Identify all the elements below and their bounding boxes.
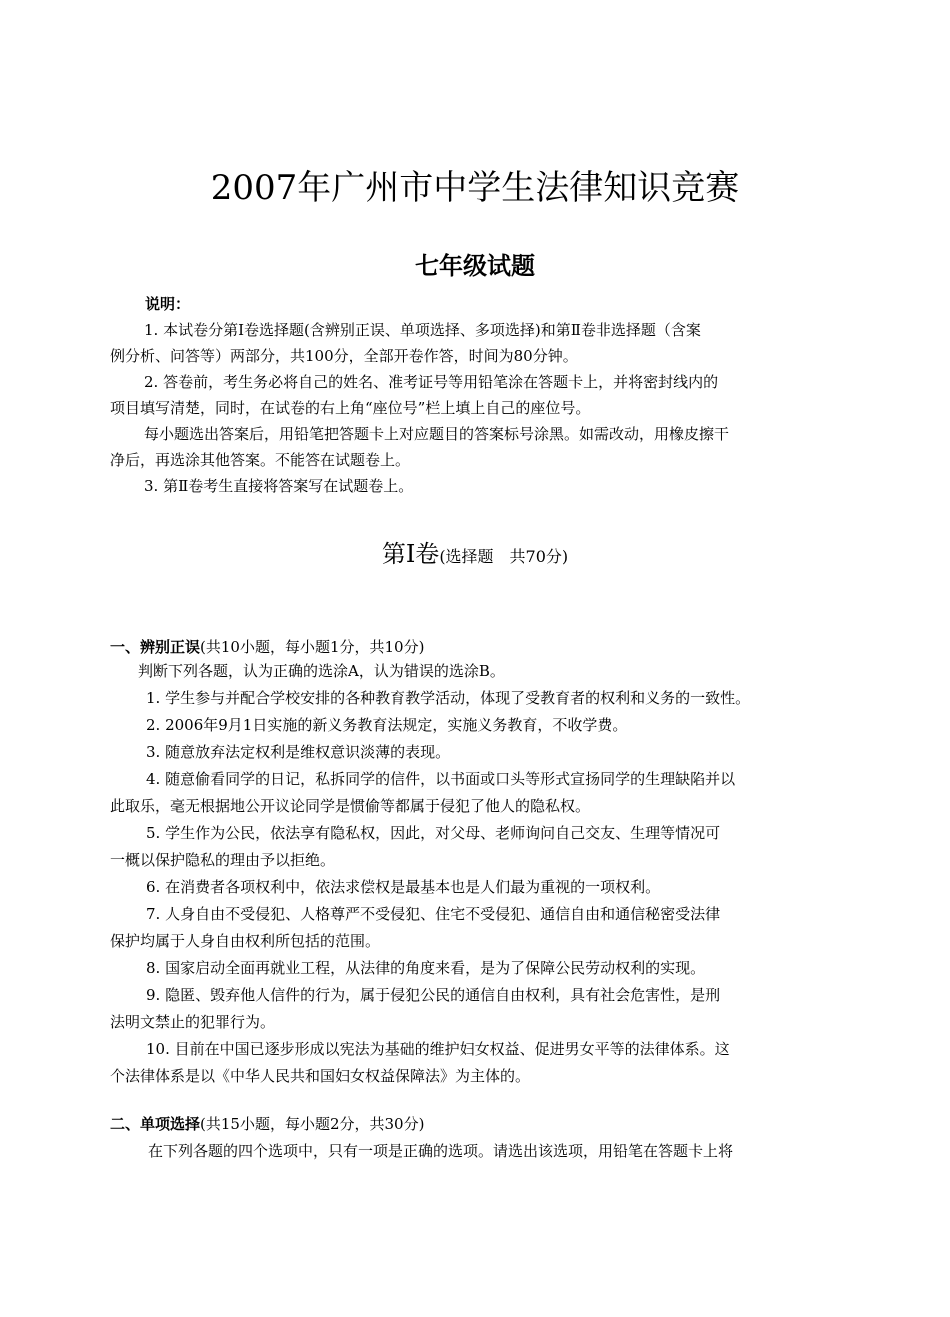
question-line: 9. 隐匿、毁弃他人信件的行为，属于侵犯公民的通信自由权利，具有社会危害性，是刑 <box>146 986 721 1004</box>
notes-line: 净后，再选涂其他答案。不能答在试题卷上。 <box>110 451 411 469</box>
question-line: 个法律体系是以《中华人民共和国妇女权益保障法》为主体的。 <box>110 1067 531 1085</box>
section-one-instruction: 判断下列各题，认为正确的选涂A，认为错误的选涂B。 <box>138 662 505 680</box>
question-line: 2. 2006年9月1日实施的新义务教育法规定，实施义务教育，不收学费。 <box>146 716 628 734</box>
section-two-body <box>110 1138 870 1165</box>
section-two-info: (共15小题，每小题2分，共30分) <box>200 1115 425 1133</box>
part-one-title-main: 第Ⅰ卷 <box>381 540 440 568</box>
question-line: 5. 学生作为公民，依法享有隐私权，因此，对父母、老师询问自己交友、生理等情况可 <box>146 824 721 842</box>
page-subtitle: 七年级试题 <box>415 252 535 280</box>
section-two-label: 二、单项选择 <box>110 1115 201 1133</box>
notes-line: 每小题选出答案后，用铅笔把答题卡上对应题目的答案标号涂黑。如需改动，用橡皮擦干 <box>144 425 730 443</box>
notes-line: 例分析、问答等）两部分，共100分，全部开卷作答，时间为80分钟。 <box>110 347 578 365</box>
section-two-heading <box>110 1113 424 1134</box>
question-line: 3. 随意放弃法定权利是维权意识淡薄的表现。 <box>146 743 451 761</box>
section-one-info: (共10小题，每小题1分，共10分) <box>200 638 425 656</box>
notes-block <box>110 317 850 499</box>
question-line: 一概以保护隐私的理由予以拒绝。 <box>110 851 336 869</box>
question-line: 10. 目前在中国已逐步形成以宪法为基础的维护妇女权益、促进男女平等的法律体系。这 <box>146 1040 730 1058</box>
section-one-heading <box>110 636 424 657</box>
question-line: 4. 随意偷看同学的日记，私拆同学的信件，以书面或口头等形式宣扬同学的生理缺陷并以 <box>146 770 736 788</box>
question-line: 7. 人身自由不受侵犯、人格尊严不受侵犯、住宅不受侵犯、通信自由和通信秘密受法律 <box>146 905 721 923</box>
question-line: 法明文禁止的犯罪行为。 <box>110 1013 276 1031</box>
question-line: 保护均属于人身自由权利所包括的范围。 <box>110 932 381 950</box>
part-one-title <box>0 534 950 569</box>
question-line: 此取乐，毫无根据地公开议论同学是惯偷等都属于侵犯了他人的隐私权。 <box>110 797 591 815</box>
page-title: 2007年广州市中学生法律知识竞赛 <box>210 168 740 208</box>
question-line: 1. 学生参与并配合学校安排的各种教育教学活动，体现了受教育者的权利和义务的一致性。 <box>146 689 751 707</box>
notes-line: 2. 答卷前，考生务必将自己的姓名、准考证号等用铅笔涂在答题卡上，并将密封线内的 <box>144 373 719 391</box>
notes-line: 3. 第Ⅱ卷考生直接将答案写在试题卷上。 <box>144 477 414 495</box>
question-line: 8. 国家启动全面再就业工程，从法律的角度来看，是为了保障公民劳动权利的实现。 <box>146 959 706 977</box>
notes-line: 项目填写清楚，同时，在试卷的右上角“座位号”栏上填上自己的座位号。 <box>110 399 591 417</box>
part-one-title-sub: (选择题 共70分) <box>439 547 569 566</box>
section-one-questions <box>110 658 870 1090</box>
section-one-label: 一、辨别正误 <box>110 638 201 656</box>
question-line: 6. 在消费者各项权利中，依法求偿权是最基本也是人们最为重视的一项权利。 <box>146 878 661 896</box>
notes-line: 1. 本试卷分第Ⅰ卷选择题(含辨别正误、单项选择、多项选择)和第Ⅱ卷非选择题（含案 <box>144 321 701 339</box>
section-two-instruction: 在下列各题的四个选项中，只有一项是正确的选项。请选出该选项，用铅笔在答题卡上将 <box>148 1142 734 1160</box>
notes-heading: 说明： <box>145 295 191 313</box>
